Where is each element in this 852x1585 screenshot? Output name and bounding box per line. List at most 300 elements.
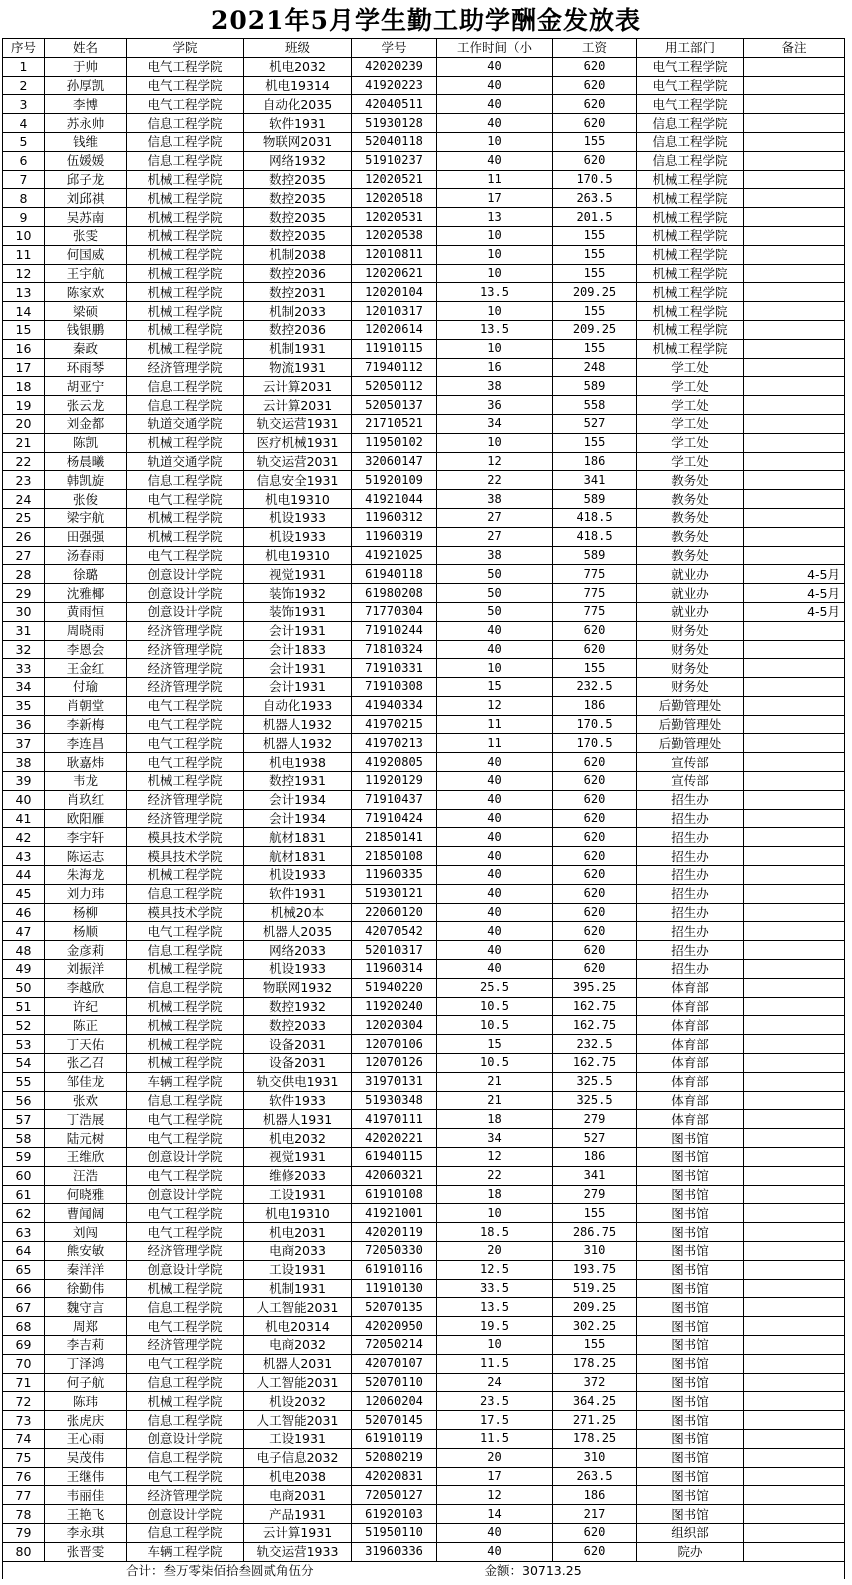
cell-remark[interactable] [744, 1110, 845, 1129]
cell-college[interactable]: 电气工程学院 [127, 734, 244, 753]
cell-class[interactable]: 会计1934 [244, 790, 352, 809]
cell-work-hours[interactable]: 40 [437, 151, 553, 170]
cell-index[interactable]: 48 [3, 941, 45, 960]
cell-college[interactable]: 电气工程学院 [127, 57, 244, 76]
cell-class[interactable]: 机电19310 [244, 490, 352, 509]
cell-work-hours[interactable]: 11 [437, 734, 553, 753]
cell-class[interactable]: 数控2036 [244, 264, 352, 283]
cell-work-hours[interactable]: 10.5 [437, 1016, 553, 1035]
cell-remark[interactable] [744, 245, 845, 264]
cell-department[interactable]: 电气工程学院 [637, 57, 744, 76]
cell-department[interactable]: 图书馆 [637, 1392, 744, 1411]
cell-class[interactable]: 视觉1931 [244, 1148, 352, 1167]
cell-index[interactable]: 78 [3, 1505, 45, 1524]
cell-work-hours[interactable]: 10 [437, 339, 553, 358]
cell-wage[interactable]: 155 [553, 659, 637, 678]
cell-name[interactable]: 秦政 [45, 339, 127, 358]
cell-work-hours[interactable]: 11.5 [437, 1429, 553, 1448]
cell-index[interactable]: 20 [3, 414, 45, 433]
cell-remark[interactable]: 4-5月 [744, 584, 845, 603]
cell-index[interactable]: 57 [3, 1110, 45, 1129]
cell-name[interactable]: 刘金都 [45, 414, 127, 433]
cell-remark[interactable] [744, 640, 845, 659]
cell-work-hours[interactable]: 10 [437, 1335, 553, 1354]
cell-student-id[interactable]: 12070126 [352, 1054, 437, 1073]
cell-student-id[interactable]: 52050112 [352, 377, 437, 396]
cell-index[interactable]: 62 [3, 1204, 45, 1223]
cell-name[interactable]: 刘振洋 [45, 960, 127, 979]
cell-department[interactable]: 图书馆 [637, 1467, 744, 1486]
cell-class[interactable]: 工设1931 [244, 1185, 352, 1204]
cell-student-id[interactable]: 12020518 [352, 189, 437, 208]
cell-remark[interactable] [744, 621, 845, 640]
cell-remark[interactable]: 4-5月 [744, 602, 845, 621]
cell-name[interactable]: 黄雨恒 [45, 602, 127, 621]
cell-remark[interactable] [744, 1486, 845, 1505]
cell-remark[interactable] [744, 151, 845, 170]
cell-work-hours[interactable]: 15 [437, 678, 553, 697]
cell-index[interactable]: 69 [3, 1335, 45, 1354]
cell-index[interactable]: 39 [3, 772, 45, 791]
cell-wage[interactable]: 775 [553, 602, 637, 621]
cell-remark[interactable] [744, 978, 845, 997]
cell-student-id[interactable]: 12020538 [352, 226, 437, 245]
cell-college[interactable]: 电气工程学院 [127, 715, 244, 734]
cell-department[interactable]: 机械工程学院 [637, 339, 744, 358]
cell-department[interactable]: 图书馆 [637, 1335, 744, 1354]
cell-remark[interactable] [744, 490, 845, 509]
cell-wage[interactable]: 155 [553, 1204, 637, 1223]
cell-class[interactable]: 会计1931 [244, 621, 352, 640]
cell-index[interactable]: 61 [3, 1185, 45, 1204]
cell-index[interactable]: 18 [3, 377, 45, 396]
cell-wage[interactable]: 186 [553, 452, 637, 471]
cell-work-hours[interactable]: 12 [437, 452, 553, 471]
cell-class[interactable]: 机制1931 [244, 1279, 352, 1298]
cell-remark[interactable] [744, 1335, 845, 1354]
cell-college[interactable]: 机械工程学院 [127, 320, 244, 339]
cell-department[interactable]: 学工处 [637, 414, 744, 433]
cell-name[interactable]: 何国威 [45, 245, 127, 264]
cell-college[interactable]: 信息工程学院 [127, 132, 244, 151]
cell-index[interactable]: 59 [3, 1148, 45, 1167]
cell-college[interactable]: 信息工程学院 [127, 1091, 244, 1110]
cell-remark[interactable] [744, 302, 845, 321]
cell-wage[interactable]: 155 [553, 433, 637, 452]
cell-department[interactable]: 教务处 [637, 471, 744, 490]
cell-remark[interactable] [744, 847, 845, 866]
cell-remark[interactable] [744, 1411, 845, 1430]
cell-department[interactable]: 电气工程学院 [637, 76, 744, 95]
cell-student-id[interactable]: 31970131 [352, 1072, 437, 1091]
cell-class[interactable]: 工设1931 [244, 1429, 352, 1448]
cell-work-hours[interactable]: 40 [437, 57, 553, 76]
cell-index[interactable]: 28 [3, 565, 45, 584]
cell-remark[interactable] [744, 1448, 845, 1467]
cell-class[interactable]: 数控2036 [244, 320, 352, 339]
cell-name[interactable]: 孙厚凯 [45, 76, 127, 95]
cell-name[interactable]: 汪浩 [45, 1166, 127, 1185]
cell-department[interactable]: 图书馆 [637, 1505, 744, 1524]
cell-class[interactable]: 数控2033 [244, 1016, 352, 1035]
cell-remark[interactable] [744, 903, 845, 922]
cell-department[interactable]: 体育部 [637, 1016, 744, 1035]
cell-wage[interactable]: 310 [553, 1448, 637, 1467]
cell-class[interactable]: 医疗机械1931 [244, 433, 352, 452]
cell-wage[interactable]: 155 [553, 226, 637, 245]
cell-college[interactable]: 经济管理学院 [127, 621, 244, 640]
cell-index[interactable]: 63 [3, 1223, 45, 1242]
cell-remark[interactable] [744, 659, 845, 678]
cell-name[interactable]: 陈玮 [45, 1392, 127, 1411]
cell-name[interactable]: 李越欣 [45, 978, 127, 997]
cell-student-id[interactable]: 71770304 [352, 602, 437, 621]
cell-remark[interactable] [744, 433, 845, 452]
cell-department[interactable]: 图书馆 [637, 1354, 744, 1373]
cell-name[interactable]: 李博 [45, 95, 127, 114]
cell-name[interactable]: 韩凯旋 [45, 471, 127, 490]
cell-college[interactable]: 经济管理学院 [127, 1242, 244, 1261]
cell-department[interactable]: 招生办 [637, 922, 744, 941]
cell-wage[interactable]: 248 [553, 358, 637, 377]
cell-class[interactable]: 航材1831 [244, 828, 352, 847]
cell-remark[interactable] [744, 170, 845, 189]
cell-work-hours[interactable]: 40 [437, 903, 553, 922]
cell-wage[interactable]: 527 [553, 1129, 637, 1148]
cell-name[interactable]: 张云龙 [45, 396, 127, 415]
cell-college[interactable]: 创意设计学院 [127, 1185, 244, 1204]
cell-name[interactable]: 李吉莉 [45, 1335, 127, 1354]
cell-remark[interactable] [744, 1354, 845, 1373]
cell-class[interactable]: 航材1831 [244, 847, 352, 866]
cell-student-id[interactable]: 11960319 [352, 527, 437, 546]
cell-work-hours[interactable]: 40 [437, 847, 553, 866]
cell-student-id[interactable]: 42040511 [352, 95, 437, 114]
cell-name[interactable]: 肖玖红 [45, 790, 127, 809]
cell-department[interactable]: 招生办 [637, 960, 744, 979]
cell-student-id[interactable]: 52070110 [352, 1373, 437, 1392]
cell-work-hours[interactable]: 21 [437, 1091, 553, 1110]
cell-name[interactable]: 金彦莉 [45, 941, 127, 960]
cell-remark[interactable] [744, 922, 845, 941]
cell-class[interactable]: 数控1932 [244, 997, 352, 1016]
cell-student-id[interactable]: 52070135 [352, 1298, 437, 1317]
cell-student-id[interactable]: 61910119 [352, 1429, 437, 1448]
cell-wage[interactable]: 589 [553, 377, 637, 396]
cell-index[interactable]: 27 [3, 546, 45, 565]
cell-name[interactable]: 沈雅椰 [45, 584, 127, 603]
cell-name[interactable]: 何晓雅 [45, 1185, 127, 1204]
cell-college[interactable]: 电气工程学院 [127, 490, 244, 509]
cell-index[interactable]: 14 [3, 302, 45, 321]
cell-work-hours[interactable]: 38 [437, 490, 553, 509]
cell-student-id[interactable]: 41970111 [352, 1110, 437, 1129]
cell-student-id[interactable]: 41920223 [352, 76, 437, 95]
cell-student-id[interactable]: 72050214 [352, 1335, 437, 1354]
cell-index[interactable]: 25 [3, 508, 45, 527]
cell-index[interactable]: 71 [3, 1373, 45, 1392]
header-class[interactable]: 班级 [244, 39, 352, 58]
cell-class[interactable]: 人工智能2031 [244, 1411, 352, 1430]
cell-student-id[interactable]: 51940220 [352, 978, 437, 997]
cell-remark[interactable] [744, 828, 845, 847]
cell-college[interactable]: 车辆工程学院 [127, 1072, 244, 1091]
cell-wage[interactable]: 620 [553, 903, 637, 922]
cell-class[interactable]: 机电19310 [244, 1204, 352, 1223]
cell-remark[interactable] [744, 1542, 845, 1561]
cell-class[interactable]: 机电1938 [244, 753, 352, 772]
cell-department[interactable]: 学工处 [637, 452, 744, 471]
cell-wage[interactable]: 263.5 [553, 189, 637, 208]
cell-name[interactable]: 肖朝堂 [45, 696, 127, 715]
cell-student-id[interactable]: 52040118 [352, 132, 437, 151]
cell-wage[interactable]: 155 [553, 1335, 637, 1354]
cell-department[interactable]: 就业办 [637, 565, 744, 584]
cell-remark[interactable] [744, 1279, 845, 1298]
cell-index[interactable]: 58 [3, 1129, 45, 1148]
cell-name[interactable]: 邹佳龙 [45, 1072, 127, 1091]
cell-department[interactable]: 图书馆 [637, 1448, 744, 1467]
cell-remark[interactable] [744, 1091, 845, 1110]
cell-work-hours[interactable]: 40 [437, 95, 553, 114]
cell-college[interactable]: 机械工程学院 [127, 1279, 244, 1298]
cell-remark[interactable] [744, 208, 845, 227]
cell-work-hours[interactable]: 10 [437, 264, 553, 283]
cell-class[interactable]: 数控2031 [244, 283, 352, 302]
cell-class[interactable]: 云计算1931 [244, 1523, 352, 1542]
cell-student-id[interactable]: 12020614 [352, 320, 437, 339]
cell-class[interactable]: 人工智能2031 [244, 1373, 352, 1392]
cell-student-id[interactable]: 52080219 [352, 1448, 437, 1467]
cell-wage[interactable]: 155 [553, 245, 637, 264]
cell-wage[interactable]: 209.25 [553, 283, 637, 302]
cell-name[interactable]: 邱子龙 [45, 170, 127, 189]
cell-work-hours[interactable]: 13 [437, 208, 553, 227]
cell-college[interactable]: 信息工程学院 [127, 114, 244, 133]
cell-remark[interactable] [744, 1505, 845, 1524]
cell-class[interactable]: 数控2035 [244, 170, 352, 189]
cell-class[interactable]: 自动化2035 [244, 95, 352, 114]
cell-class[interactable]: 装饰1931 [244, 602, 352, 621]
cell-index[interactable]: 17 [3, 358, 45, 377]
cell-student-id[interactable]: 52050137 [352, 396, 437, 415]
cell-department[interactable]: 教务处 [637, 490, 744, 509]
cell-name[interactable]: 许纪 [45, 997, 127, 1016]
cell-remark[interactable] [744, 57, 845, 76]
cell-student-id[interactable]: 51930128 [352, 114, 437, 133]
cell-class[interactable]: 机电2032 [244, 57, 352, 76]
cell-student-id[interactable]: 21850108 [352, 847, 437, 866]
header-college[interactable]: 学院 [127, 39, 244, 58]
cell-wage[interactable]: 527 [553, 414, 637, 433]
cell-class[interactable]: 会计1833 [244, 640, 352, 659]
cell-work-hours[interactable]: 15 [437, 1035, 553, 1054]
cell-student-id[interactable]: 42020950 [352, 1317, 437, 1336]
cell-index[interactable]: 32 [3, 640, 45, 659]
cell-wage[interactable]: 325.5 [553, 1091, 637, 1110]
cell-student-id[interactable]: 71910437 [352, 790, 437, 809]
cell-student-id[interactable]: 61940118 [352, 565, 437, 584]
cell-class[interactable]: 会计1931 [244, 678, 352, 697]
cell-college[interactable]: 机械工程学院 [127, 1392, 244, 1411]
cell-index[interactable]: 2 [3, 76, 45, 95]
cell-college[interactable]: 机械工程学院 [127, 208, 244, 227]
cell-college[interactable]: 轨道交通学院 [127, 414, 244, 433]
cell-college[interactable]: 机械工程学院 [127, 960, 244, 979]
cell-name[interactable]: 王金红 [45, 659, 127, 678]
cell-class[interactable]: 会计1934 [244, 809, 352, 828]
cell-index[interactable]: 8 [3, 189, 45, 208]
cell-department[interactable]: 体育部 [637, 1110, 744, 1129]
cell-college[interactable]: 机械工程学院 [127, 226, 244, 245]
cell-work-hours[interactable]: 20 [437, 1242, 553, 1261]
cell-remark[interactable] [744, 527, 845, 546]
cell-class[interactable]: 网络2033 [244, 941, 352, 960]
cell-work-hours[interactable]: 21 [437, 1072, 553, 1091]
cell-college[interactable]: 电气工程学院 [127, 1129, 244, 1148]
cell-work-hours[interactable]: 10 [437, 1204, 553, 1223]
cell-remark[interactable] [744, 452, 845, 471]
cell-index[interactable]: 79 [3, 1523, 45, 1542]
cell-department[interactable]: 体育部 [637, 997, 744, 1016]
cell-college[interactable]: 机械工程学院 [127, 302, 244, 321]
cell-class[interactable]: 机制2038 [244, 245, 352, 264]
cell-remark[interactable] [744, 377, 845, 396]
cell-student-id[interactable]: 11910130 [352, 1279, 437, 1298]
cell-student-id[interactable]: 41970215 [352, 715, 437, 734]
cell-class[interactable]: 云计算2031 [244, 377, 352, 396]
cell-work-hours[interactable]: 10.5 [437, 997, 553, 1016]
cell-index[interactable]: 41 [3, 809, 45, 828]
cell-name[interactable]: 胡亚宁 [45, 377, 127, 396]
cell-name[interactable]: 于帅 [45, 57, 127, 76]
cell-name[interactable]: 梁宇航 [45, 508, 127, 527]
cell-class[interactable]: 云计算2031 [244, 396, 352, 415]
cell-student-id[interactable]: 12010317 [352, 302, 437, 321]
cell-remark[interactable] [744, 358, 845, 377]
cell-student-id[interactable]: 52010317 [352, 941, 437, 960]
cell-wage[interactable]: 620 [553, 1523, 637, 1542]
cell-index[interactable]: 22 [3, 452, 45, 471]
cell-class[interactable]: 机电19314 [244, 76, 352, 95]
cell-remark[interactable] [744, 960, 845, 979]
cell-work-hours[interactable]: 10 [437, 433, 553, 452]
cell-wage[interactable]: 558 [553, 396, 637, 415]
cell-department[interactable]: 学工处 [637, 396, 744, 415]
cell-work-hours[interactable]: 12 [437, 1148, 553, 1167]
cell-index[interactable]: 75 [3, 1448, 45, 1467]
cell-index[interactable]: 3 [3, 95, 45, 114]
cell-class[interactable]: 机器人2031 [244, 1354, 352, 1373]
cell-work-hours[interactable]: 17 [437, 1467, 553, 1486]
cell-index[interactable]: 70 [3, 1354, 45, 1373]
cell-student-id[interactable]: 12020521 [352, 170, 437, 189]
cell-name[interactable]: 陈正 [45, 1016, 127, 1035]
cell-college[interactable]: 模具技术学院 [127, 903, 244, 922]
cell-name[interactable]: 耿嘉炜 [45, 753, 127, 772]
total-amount[interactable]: 金额：30713.25 [437, 1561, 845, 1579]
cell-remark[interactable] [744, 1129, 845, 1148]
cell-college[interactable]: 机械工程学院 [127, 997, 244, 1016]
cell-department[interactable]: 信息工程学院 [637, 151, 744, 170]
cell-department[interactable]: 图书馆 [637, 1129, 744, 1148]
cell-college[interactable]: 电气工程学院 [127, 753, 244, 772]
cell-college[interactable]: 机械工程学院 [127, 527, 244, 546]
cell-work-hours[interactable]: 40 [437, 114, 553, 133]
cell-name[interactable]: 刘闯 [45, 1223, 127, 1242]
cell-department[interactable]: 信息工程学院 [637, 114, 744, 133]
cell-student-id[interactable]: 41921001 [352, 1204, 437, 1223]
cell-class[interactable]: 装饰1932 [244, 584, 352, 603]
cell-wage[interactable]: 209.25 [553, 1298, 637, 1317]
cell-student-id[interactable]: 31960336 [352, 1542, 437, 1561]
cell-name[interactable]: 丁天佑 [45, 1035, 127, 1054]
cell-name[interactable]: 伍媛媛 [45, 151, 127, 170]
cell-wage[interactable]: 395.25 [553, 978, 637, 997]
cell-college[interactable]: 机械工程学院 [127, 433, 244, 452]
cell-work-hours[interactable]: 40 [437, 809, 553, 828]
cell-student-id[interactable]: 42020221 [352, 1129, 437, 1148]
cell-work-hours[interactable]: 11 [437, 170, 553, 189]
cell-student-id[interactable]: 12020621 [352, 264, 437, 283]
cell-name[interactable]: 张欢 [45, 1091, 127, 1110]
cell-work-hours[interactable]: 11.5 [437, 1354, 553, 1373]
cell-department[interactable]: 图书馆 [637, 1223, 744, 1242]
cell-index[interactable]: 11 [3, 245, 45, 264]
cell-department[interactable]: 招生办 [637, 790, 744, 809]
cell-wage[interactable]: 775 [553, 584, 637, 603]
cell-student-id[interactable]: 12020531 [352, 208, 437, 227]
cell-wage[interactable]: 620 [553, 57, 637, 76]
cell-wage[interactable]: 418.5 [553, 527, 637, 546]
cell-student-id[interactable]: 12020104 [352, 283, 437, 302]
cell-department[interactable]: 招生办 [637, 828, 744, 847]
cell-college[interactable]: 创意设计学院 [127, 602, 244, 621]
cell-remark[interactable] [744, 753, 845, 772]
cell-index[interactable]: 36 [3, 715, 45, 734]
cell-name[interactable]: 王宇航 [45, 264, 127, 283]
cell-wage[interactable]: 193.75 [553, 1260, 637, 1279]
cell-department[interactable]: 图书馆 [637, 1185, 744, 1204]
cell-remark[interactable] [744, 1392, 845, 1411]
total-in-words[interactable]: 合计：叁万零柒佰拾叁圆贰角伍分 [3, 1561, 437, 1579]
cell-class[interactable]: 电商2032 [244, 1335, 352, 1354]
cell-work-hours[interactable]: 10 [437, 132, 553, 151]
cell-student-id[interactable]: 11920240 [352, 997, 437, 1016]
cell-class[interactable]: 工设1931 [244, 1260, 352, 1279]
cell-student-id[interactable]: 52070145 [352, 1411, 437, 1430]
cell-remark[interactable] [744, 546, 845, 565]
cell-department[interactable]: 后勤管理处 [637, 696, 744, 715]
cell-wage[interactable]: 620 [553, 753, 637, 772]
cell-index[interactable]: 35 [3, 696, 45, 715]
cell-remark[interactable] [744, 1429, 845, 1448]
cell-index[interactable]: 29 [3, 584, 45, 603]
cell-class[interactable]: 维修2033 [244, 1166, 352, 1185]
cell-college[interactable]: 模具技术学院 [127, 828, 244, 847]
cell-student-id[interactable]: 71940112 [352, 358, 437, 377]
cell-department[interactable]: 财务处 [637, 640, 744, 659]
cell-wage[interactable]: 155 [553, 302, 637, 321]
cell-student-id[interactable]: 42020119 [352, 1223, 437, 1242]
cell-college[interactable]: 创意设计学院 [127, 584, 244, 603]
cell-wage[interactable]: 620 [553, 847, 637, 866]
cell-college[interactable]: 机械工程学院 [127, 866, 244, 885]
cell-remark[interactable] [744, 1298, 845, 1317]
cell-student-id[interactable]: 42070107 [352, 1354, 437, 1373]
cell-work-hours[interactable]: 22 [437, 1166, 553, 1185]
cell-work-hours[interactable]: 50 [437, 602, 553, 621]
